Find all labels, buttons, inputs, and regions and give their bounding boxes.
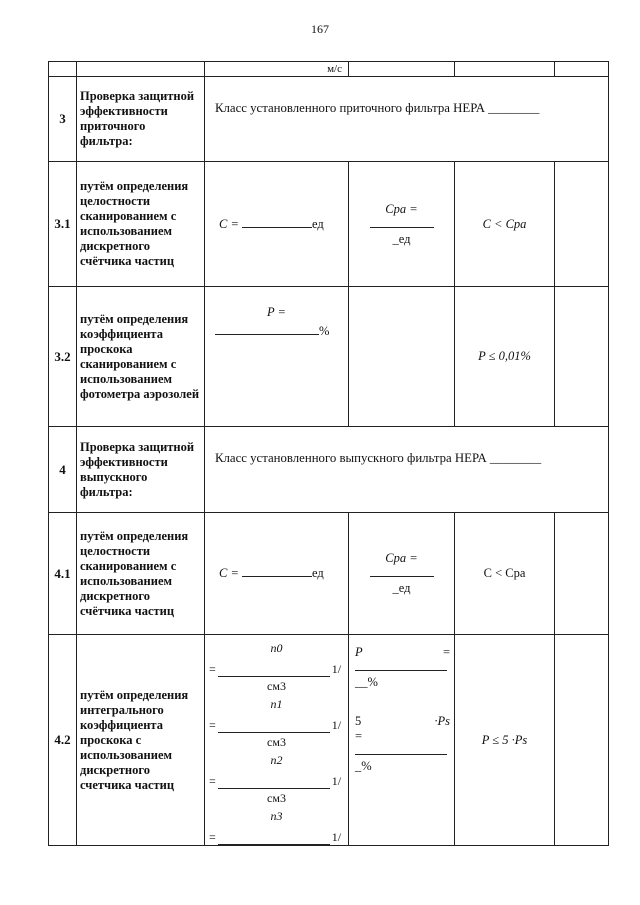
table-row: [49, 513, 609, 635]
table-row: [49, 287, 609, 427]
criterion: C < Cра: [455, 513, 555, 635]
measured-unit: %: [319, 324, 330, 338]
limit-unit: _ед: [392, 581, 411, 595]
row-description: путём определения целостности сканированием с использованием дискретного счётчика частиц: [77, 162, 205, 287]
table-row: [49, 427, 609, 513]
unit-label: м/с: [327, 63, 342, 75]
filter-class-text: Класс установленного выпускного фильтра НЕРА ________: [205, 427, 609, 513]
limit-label: Cра =: [385, 551, 418, 565]
table-row: 4.2 путём определения интегрального коэффициента проскока с использованием дискретного счетчика частиц n0 = 1/ см3 n1 = 1/ см3 n2 = 1/ см3 n3 = 1/ P = __% 5 ·Ps = _% P ≤ 5 ·Ps: [49, 635, 609, 846]
filter-class-text: Класс установленного приточного фильтра НЕРА ________: [205, 77, 609, 162]
criterion: P ≤ 0,01%: [455, 287, 555, 427]
protocol-table: [48, 61, 609, 846]
measured-unit: ед: [312, 566, 324, 580]
page-number: 167: [311, 22, 329, 36]
n2-label: n2: [270, 753, 283, 767]
table-row: [49, 162, 609, 287]
row-description: путём определения интегрального коэффициента проскока с использованием дискретного счетчика частиц: [77, 635, 205, 846]
row-number: 4.2: [49, 635, 77, 846]
row-number: 3: [49, 77, 77, 162]
limit-unit: _ед: [392, 231, 411, 246]
criterion: P ≤ 5 ·Ps: [455, 635, 555, 846]
measured-label: C =: [219, 566, 239, 580]
n0-label: n0: [270, 641, 283, 655]
measured-label: P =: [267, 305, 286, 319]
row-description: путём определения коэффициента проскока сканированием с использованием фотометра аэрозолей: [77, 287, 205, 427]
table-row: [49, 77, 609, 162]
criterion: C < Cра: [455, 162, 555, 287]
row-number: 3.1: [49, 162, 77, 287]
measured-label: C =: [219, 216, 239, 231]
table-row: [49, 62, 609, 77]
row-description: Проверка защитной эффективности приточного фильтра:: [77, 77, 205, 162]
measured-unit: ед: [312, 216, 324, 231]
row-number: 4.1: [49, 513, 77, 635]
n3-label: n3: [270, 809, 283, 823]
row-description: Проверка защитной эффективности выпускного фильтра:: [77, 427, 205, 513]
n1-label: n1: [270, 697, 283, 711]
row-description: путём определения целостности сканированием с использованием дискретного счётчика частиц: [77, 513, 205, 635]
row-number: 4: [49, 427, 77, 513]
row-number: 3.2: [49, 287, 77, 427]
limit-label: Cра =: [385, 201, 418, 216]
